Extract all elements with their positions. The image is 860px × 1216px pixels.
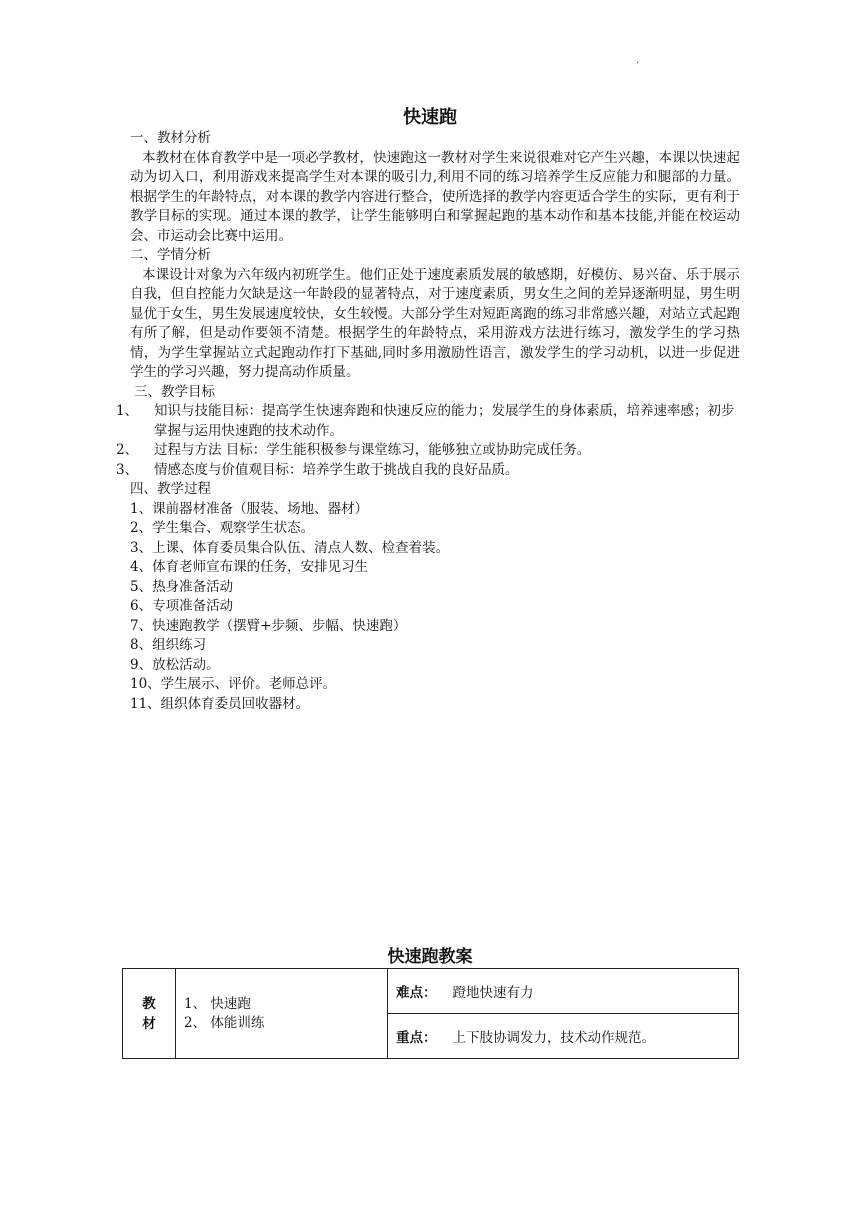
process-step: 4、体育老师宣布课的任务，安排见习生 [130, 559, 369, 575]
materials-cell [176, 969, 388, 1059]
goal-item [116, 441, 740, 461]
section-text-1: 本教材在体育教学中是一项必学教材，快速跑这一教材对学生来说很难对它产生兴趣，本课以快速起动为切入口，利用游戏来提高学生对本课的吸引力,利用不同的练习培养学生反应能力和腿部的力量。根据学生的年龄特点，对本课的教学内容进行整合，使所选择的教学内容更适合学生的实际，更有利于教学目标的实现。通过本课的教学，让学生能够明白和掌握起跑的基本动作和基本技能,并能在校运动会、市运动会比赛中运用。 [130, 149, 740, 244]
section-heading-3: 三、教学目标 [134, 383, 215, 400]
material-label-cell [123, 969, 176, 1059]
section-heading-4: 四、教学过程 [130, 481, 211, 497]
goal-item [116, 402, 740, 441]
process-step: 9、放松活动。 [130, 656, 220, 673]
key-point-label: 重点： [396, 1030, 437, 1046]
difficulty-label: 难点： [396, 985, 437, 1001]
process-step: 7、快速跑教学（摆臂+步频、步幅、快速跑） [130, 617, 407, 634]
process-step: 5、热身准备活动 [130, 578, 234, 595]
process-step: 8、组织练习 [130, 637, 207, 653]
goal-text: 情感态度与价值观目标：培养学生敢于挑战自我的良好品质。 [154, 461, 519, 478]
material-label: 教材 [142, 995, 156, 1032]
page-title: 快速跑 [403, 107, 457, 128]
document-body [116, 129, 740, 714]
process-step: 1、课前器材准备（服装、场地、器材） [130, 500, 369, 517]
material-item: 2、 体能训练 [184, 1014, 265, 1031]
process-step: 11、组织体育委员回收器材。 [130, 695, 310, 712]
process-step: 2、学生集合、观察学生状态。 [130, 520, 315, 536]
goal-number: 1、 [116, 403, 139, 419]
lesson-plan-title: 快速跑教案 [387, 947, 473, 967]
goal-item [116, 461, 740, 481]
lesson-plan-table [122, 968, 739, 1059]
goal-text: 过程与方法 目标：学生能积极参与课堂练习，能够独立或协助完成任务。 [154, 442, 591, 458]
section-text-2: 本课设计对象为六年级内初班学生。他们正处于速度素质发展的敏感期，好模仿、易兴奋、乐于展示自我，但自控能力欠缺是这一年龄段的显著特点，对于速度素质，男女生之间的差异逐渐明显，男生明显优于女生，男生发展速度较快，女生较慢。大部分学生对短距离跑的练习非常感兴趣，对站立式起跑有所了解，但是动作要领不清楚。根据学生的年龄特点，采用游戏方法进行练习，激发学生的学习热情，为学生掌握站立式起跑动作打下基础,同时多用激励性语言，激发学生的学习动机，以进一步促进学生的学习兴趣，努力提高动作质量。 [130, 266, 740, 380]
process-step: 6、专项准备活动 [130, 598, 234, 614]
goal-text: 知识与技能目标：提高学生快速奔跑和快速反应的能力；发展学生的身体素质，培养速率感；初步掌握与运用快速跑的技术动作。 [154, 403, 735, 439]
material-item: 1、 快速跑 [184, 995, 251, 1012]
difficulty-cell [388, 969, 739, 1014]
key-point-text: 上下肢协调发力，技术动作规范。 [452, 1030, 655, 1046]
process-step: 10、学生展示、评价。老师总评。 [130, 676, 337, 692]
difficulty-text: 蹬地快速有力 [452, 985, 534, 1001]
key-point-cell [388, 1014, 739, 1059]
page-mark: · [636, 58, 640, 69]
section-heading-2: 二、学情分析 [130, 247, 211, 263]
section-heading-1: 一、教材分析 [130, 130, 211, 146]
goal-number: 2、 [116, 442, 139, 458]
goal-number: 3、 [116, 461, 139, 478]
process-step: 3、上课、体育委员集合队伍、清点人数、检查着装。 [130, 539, 450, 556]
